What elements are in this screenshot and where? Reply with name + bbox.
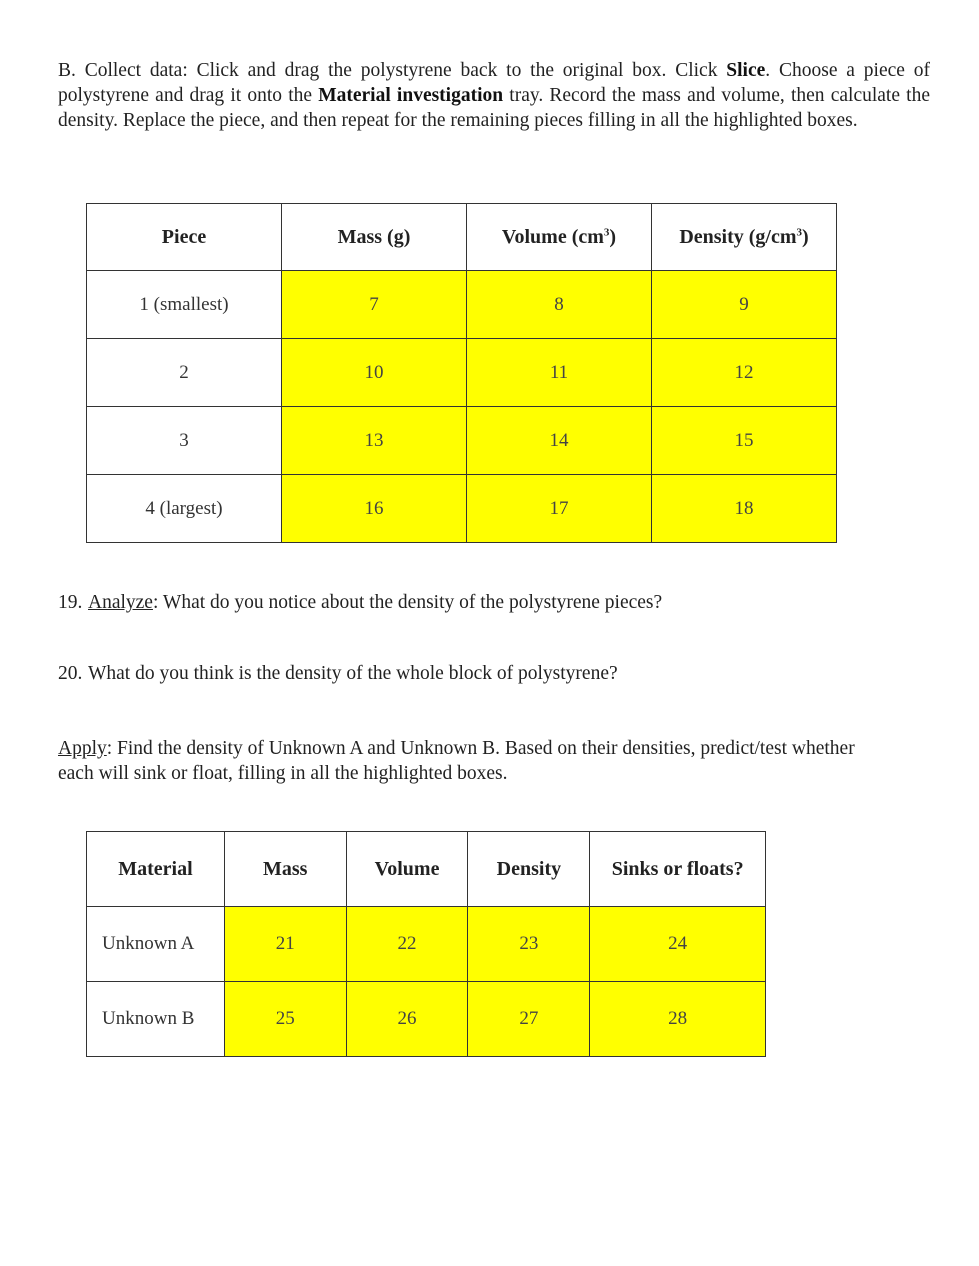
header-material: Material <box>87 832 225 907</box>
material-cell: Unknown B <box>87 982 225 1057</box>
apply-label: Apply <box>58 738 107 759</box>
volume-cell[interactable]: 17 <box>467 475 652 543</box>
question-19 <box>58 590 662 615</box>
mass-cell[interactable]: 10 <box>282 339 467 407</box>
piece-cell: 4 (largest) <box>87 475 282 543</box>
mass-cell[interactable]: 7 <box>282 271 467 339</box>
analyze-label: Analyze <box>88 592 153 613</box>
instructions-text-2: . Choose a piece of polystyrene and drag it onto the <box>58 60 930 106</box>
header-mass: Mass (g) <box>282 204 467 271</box>
density-cell[interactable]: 15 <box>652 407 837 475</box>
table-row <box>87 982 766 1057</box>
material-cell: Unknown A <box>87 907 225 982</box>
unknowns-data-table <box>86 831 766 1057</box>
header-sinks-or-floats: Sinks or floats? <box>590 832 766 907</box>
mass-cell[interactable]: 16 <box>282 475 467 543</box>
table-row <box>87 339 837 407</box>
density-cell[interactable]: 18 <box>652 475 837 543</box>
table-row <box>87 407 837 475</box>
material-investigation-keyword: Material investigation <box>318 85 504 106</box>
piece-cell: 2 <box>87 339 282 407</box>
volume-cell[interactable]: 22 <box>346 907 468 982</box>
header-density: Density $(g/cm^3)$ <box>652 204 837 271</box>
table-row <box>87 271 837 339</box>
piece-cell: 1 (smallest) <box>87 271 282 339</box>
instructions-text-3: tray. Record the mass and volume, then calculate the density. Replace the piece, and then repeat for the remaining pieces filling in all the highlighted boxes. <box>58 85 930 131</box>
mass-cell[interactable]: 21 <box>224 907 346 982</box>
sinks-or-floats-cell[interactable]: 24 <box>590 907 766 982</box>
question-number: 20. <box>58 663 83 684</box>
slice-keyword: Slice <box>726 60 766 81</box>
density-cell[interactable]: 27 <box>468 982 590 1057</box>
table-row <box>87 475 837 543</box>
header-piece: Piece <box>87 204 282 271</box>
instructions-text-1: B. Collect data: Click and drag the polystyrene back to the original box. Click <box>58 60 727 81</box>
volume-cell[interactable]: 14 <box>467 407 652 475</box>
mass-cell[interactable]: 25 <box>224 982 346 1057</box>
header-volume: Volume <box>346 832 468 907</box>
sinks-or-floats-cell[interactable]: 28 <box>590 982 766 1057</box>
header-density: Density <box>468 832 590 907</box>
apply-text: : Find the density of Unknown A and Unknown B. Based on their densities, predict/test whether each will sink or float, filling in all the highlighted boxes. <box>58 738 855 784</box>
polystyrene-data-table <box>86 203 837 543</box>
volume-cell[interactable]: 11 <box>467 339 652 407</box>
instructions-paragraph <box>58 58 930 133</box>
volume-cell[interactable]: 8 <box>467 271 652 339</box>
table-row <box>87 907 766 982</box>
question-text: : What do you notice about the density of the polystyrene pieces? <box>152 592 663 613</box>
table-header-row <box>87 832 766 907</box>
mass-cell[interactable]: 13 <box>282 407 467 475</box>
density-cell[interactable]: 9 <box>652 271 837 339</box>
header-mass: Mass <box>224 832 346 907</box>
volume-cell[interactable]: 26 <box>346 982 468 1057</box>
apply-paragraph <box>58 736 888 786</box>
table-header-row <box>87 204 837 271</box>
piece-cell: 3 <box>87 407 282 475</box>
question-text: What do you think is the density of the whole block of polystyrene? <box>88 663 618 684</box>
density-cell[interactable]: 12 <box>652 339 837 407</box>
question-number: 19. <box>58 592 83 613</box>
question-20 <box>58 661 618 686</box>
density-cell[interactable]: 23 <box>468 907 590 982</box>
header-volume: Volume $(cm^3)$ <box>467 204 652 271</box>
